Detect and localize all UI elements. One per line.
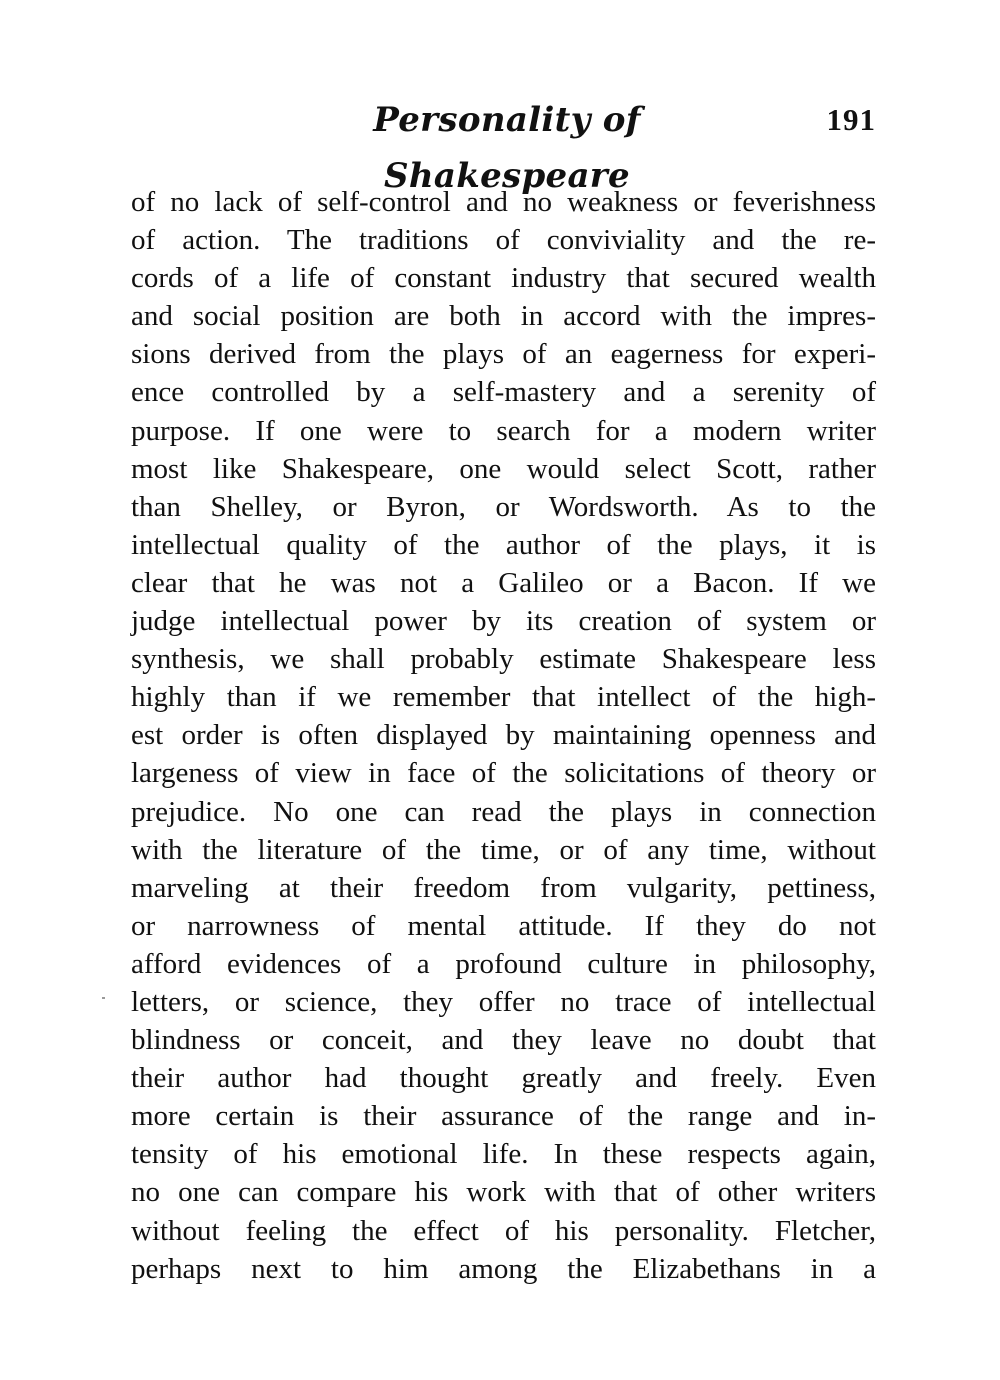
text-line: sions derived from the plays of an eagerness for experi- xyxy=(131,338,876,371)
text-line: or narrowness of mental attitude. If they do not xyxy=(131,909,876,942)
running-head-title: Personality of Shakespeare xyxy=(373,100,641,196)
text-line: tensity of his emotional life. In these respects again, xyxy=(131,1138,876,1171)
text-line: ence controlled by a self-mastery and a serenity of xyxy=(131,376,876,409)
text-line: with the literature of the time, or of any time, without xyxy=(131,833,876,866)
text-line: without feeling the effect of his personality. Fletcher, xyxy=(131,1214,876,1247)
text-line: judge intellectual power by its creation of system or xyxy=(131,605,876,638)
text-line: their author had thought greatly and freely. Even xyxy=(131,1062,876,1095)
text-line: perhaps next to him among the Elizabethans in a xyxy=(131,1252,876,1285)
text-line: intellectual quality of the author of the plays, it is xyxy=(131,528,876,561)
text-line: purpose. If one were to search for a modern writer xyxy=(131,414,876,447)
text-line: most like Shakespeare, one would select Scott, rather xyxy=(131,452,876,485)
text-line: cords of a life of constant industry that secured wealth xyxy=(131,262,876,295)
text-line: letters, or science, they offer no trace of intellectual xyxy=(131,985,876,1018)
text-line: prejudice. No one can read the plays in connection xyxy=(131,795,876,828)
text-line: and social position are both in accord with the impres- xyxy=(131,300,876,333)
text-line: clear that he was not a Galileo or a Bacon. If we xyxy=(131,566,876,599)
running-head xyxy=(130,92,876,196)
margin-speck xyxy=(102,997,105,999)
text-line: marveling at their freedom from vulgarity, pettiness, xyxy=(131,871,876,904)
text-line: no one can compare his work with that of other writers xyxy=(131,1176,876,1209)
text-line: est order is often displayed by maintaining openness and xyxy=(131,719,876,752)
text-line: synthesis, we shall probably estimate Shakespeare less xyxy=(131,643,876,676)
text-line: more certain is their assurance of the range and in- xyxy=(131,1100,876,1133)
text-line: of no lack of self-control and no weakness or feverishness xyxy=(131,186,876,218)
text-line: highly than if we remember that intellect of the high- xyxy=(131,681,876,714)
text-line: blindness or conceit, and they leave no doubt that xyxy=(131,1024,876,1057)
text-line: than Shelley, or Byron, or Wordsworth. As to the xyxy=(131,490,876,523)
body-paragraph xyxy=(131,183,876,1288)
page-number: 191 xyxy=(826,102,876,137)
text-line: largeness of view in face of the solicitations of theory or xyxy=(131,757,876,790)
text-line: of action. The traditions of conviviality and the re- xyxy=(131,224,876,257)
text-line: afford evidences of a profound culture in philosophy, xyxy=(131,947,876,980)
